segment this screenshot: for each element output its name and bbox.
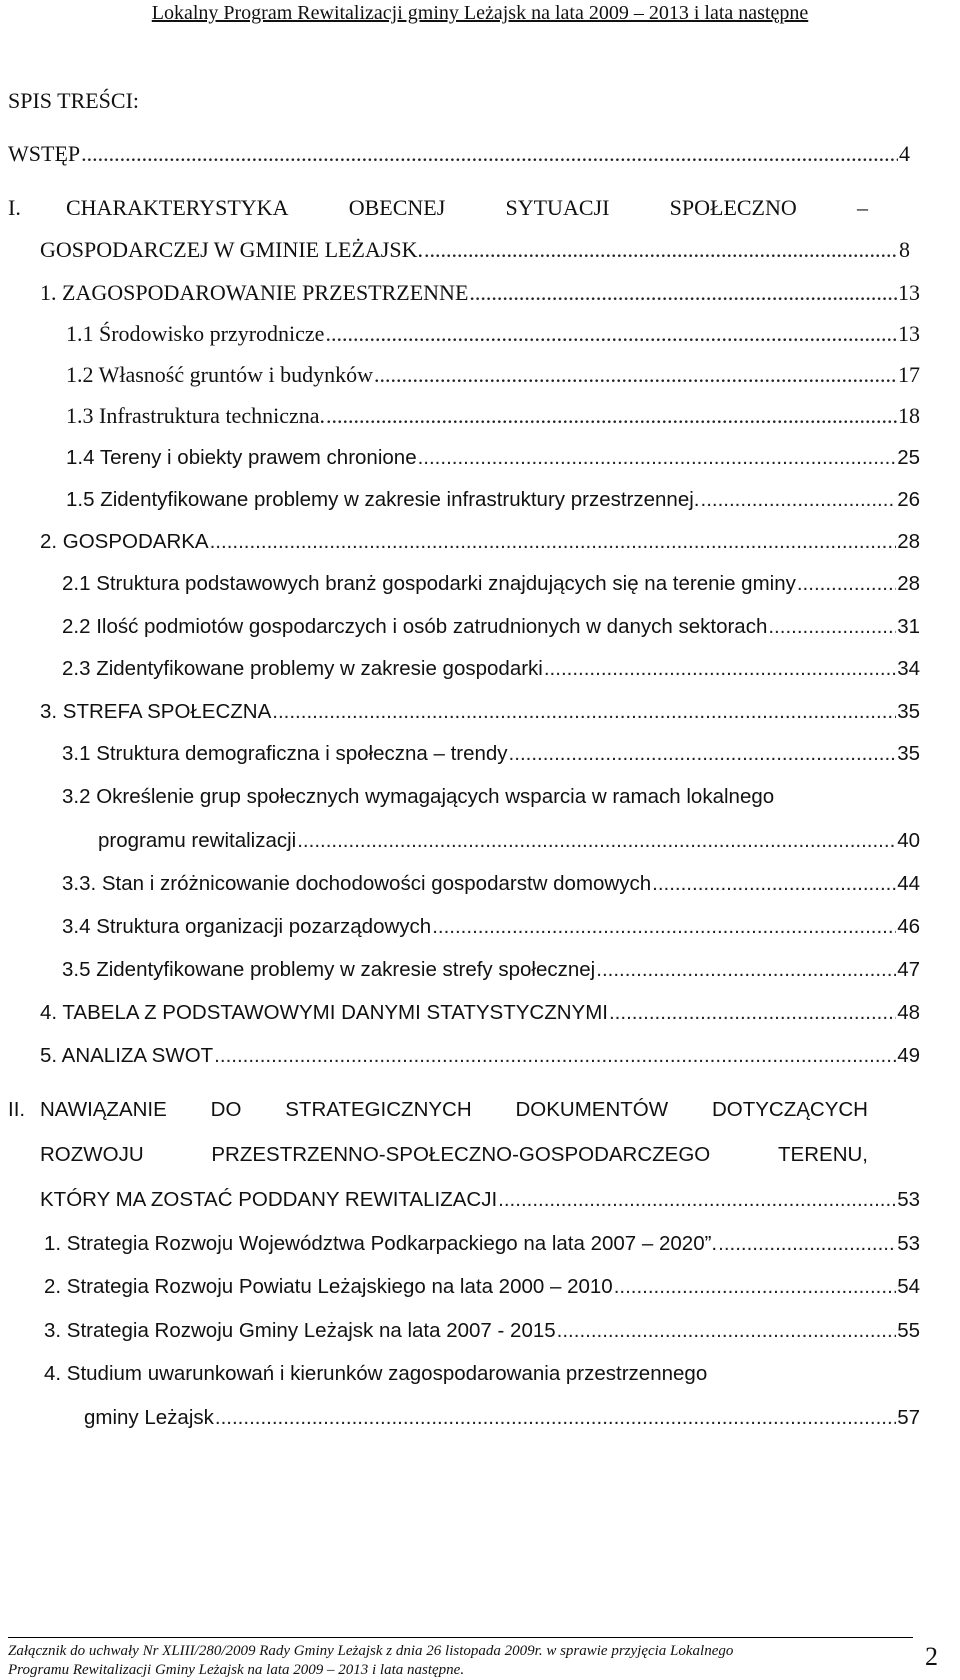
toc-label: 1.3 Infrastruktura techniczna. xyxy=(66,403,325,428)
toc-entry-3[interactable] xyxy=(40,699,920,725)
toc-entry-section-i-line1[interactable] xyxy=(66,195,868,221)
toc-entry-3-2-line1[interactable]: 3.2 Określenie grup społecznych wymagających wsparcia w ramach lokalnego xyxy=(62,785,775,808)
dot-leader xyxy=(297,828,896,854)
toc-label: 1.4 Tereny i obiekty prawem chronione xyxy=(66,446,417,469)
heading-word: – xyxy=(857,195,868,220)
toc-entry-section-ii[interactable] xyxy=(40,1187,920,1213)
toc-entry-1-2[interactable] xyxy=(66,362,920,388)
dot-leader xyxy=(701,487,897,513)
dot-leader xyxy=(768,614,896,640)
toc-label: 3. Strategia Rozwoju Gminy Leżajsk na lata 2007 - 2015 xyxy=(44,1319,556,1342)
toc-page: 53 xyxy=(897,1232,920,1255)
footer-line-2: Programu Rewitalizacji Gminy Leżajsk na lata 2009 – 2013 i lata następne. xyxy=(8,1662,465,1678)
toc-label: 3.5 Zidentyfikowane problemy w zakresie strefy społecznej xyxy=(62,958,596,981)
toc-page: 54 xyxy=(897,1275,920,1298)
dot-leader xyxy=(596,957,896,983)
toc-entry-5[interactable] xyxy=(40,1043,920,1069)
toc-page: 28 xyxy=(897,530,920,553)
toc-page: 34 xyxy=(897,657,920,680)
footer-line-1: Załącznik do uchwały Nr XLIII/280/2009 Rady Gminy Leżajsk z dnia 26 listopada 2009r. w sprawie przyjęcia Lokalnego xyxy=(8,1643,734,1659)
toc-entry-1-5[interactable] xyxy=(66,487,920,513)
toc-page: 26 xyxy=(897,488,920,511)
toc-label: 4. TABELA Z PODSTAWOWYMI DANYMI STATYSTYCZNYMI xyxy=(40,1001,608,1024)
toc-entry-3-5[interactable] xyxy=(62,957,920,983)
section-number-ii: II. xyxy=(8,1098,26,1121)
dot-leader xyxy=(214,1043,896,1069)
dot-leader xyxy=(272,699,896,725)
toc-label: 2. GOSPODARKA xyxy=(40,530,209,553)
toc-label: 1.5 Zidentyfikowane problemy w zakresie infrastruktury przestrzennej. xyxy=(66,488,700,511)
section-number-i: I. xyxy=(8,195,21,220)
toc-page: 55 xyxy=(897,1319,920,1342)
toc-label: GOSPODARCZEJ W GMINIE LEŻAJSK. xyxy=(40,237,423,262)
toc-label: 1.1 Środowisko przyrodnicze xyxy=(66,321,325,346)
dot-leader xyxy=(544,656,896,682)
heading-word: SPOŁECZNO xyxy=(669,195,797,220)
toc-page: 35 xyxy=(897,742,920,765)
toc-entry-ii-4-line1[interactable]: 4. Studium uwarunkowań i kierunków zagospodarowania przestrzennego xyxy=(44,1362,708,1385)
toc-entry-ii-1[interactable] xyxy=(44,1231,920,1257)
toc-label: 2.1 Struktura podstawowych branż gospodarki znajdujących się na terenie gminy xyxy=(62,572,796,595)
heading-word: OBECNEJ xyxy=(348,195,446,220)
heading-word: STRATEGICZNYCH xyxy=(285,1098,472,1121)
toc-entry-1-1[interactable] xyxy=(66,321,920,347)
toc-page: 8 xyxy=(899,237,910,262)
dot-leader xyxy=(432,914,896,940)
toc-entry-2-3[interactable] xyxy=(62,656,920,682)
dot-leader xyxy=(326,403,897,429)
toc-label: WSTĘP xyxy=(8,141,81,166)
dot-leader xyxy=(609,1000,896,1026)
toc-page: 40 xyxy=(897,829,920,852)
dot-leader xyxy=(498,1187,896,1213)
toc-page: 31 xyxy=(897,615,920,638)
toc-page: 53 xyxy=(897,1188,920,1211)
toc-page: 49 xyxy=(897,1044,920,1067)
toc-entry-3-2[interactable] xyxy=(98,828,920,854)
toc-entry-section-ii-line1[interactable] xyxy=(40,1097,868,1123)
toc-page: 44 xyxy=(897,872,920,895)
heading-word: PRZESTRZENNO-SPOŁECZNO-GOSPODARCZEGO xyxy=(211,1143,711,1166)
dot-leader xyxy=(81,141,898,167)
toc-entry-2-1[interactable] xyxy=(62,571,920,597)
toc-page: 17 xyxy=(898,362,920,387)
heading-word: DO xyxy=(210,1098,242,1121)
footer-note xyxy=(8,1642,733,1680)
toc-page: 25 xyxy=(897,446,920,469)
toc-entry-1-4[interactable] xyxy=(66,445,920,471)
dot-leader xyxy=(797,571,896,597)
dot-leader xyxy=(210,529,897,555)
dot-leader xyxy=(718,1231,896,1257)
toc-entry-3-4[interactable] xyxy=(62,914,920,940)
toc-entry-ii-3[interactable] xyxy=(44,1318,920,1344)
toc-page: 35 xyxy=(897,700,920,723)
toc-label: programu rewitalizacji xyxy=(98,829,297,852)
toc-page: 46 xyxy=(897,915,920,938)
toc-label: 3.4 Struktura organizacji pozarządowych xyxy=(62,915,432,938)
toc-entry-section-i[interactable] xyxy=(40,237,910,263)
dot-leader xyxy=(509,741,897,767)
toc-label: 2.2 Ilość podmiotów gospodarczych i osób zatrudnionych w danych sektorach xyxy=(62,615,768,638)
dot-leader xyxy=(215,1405,896,1431)
heading-word: NAWIĄZANIE xyxy=(40,1098,167,1121)
dot-leader xyxy=(614,1274,897,1300)
toc-entry-ii-4[interactable] xyxy=(84,1405,920,1431)
heading-word: ROZWOJU xyxy=(40,1143,144,1166)
toc-entry-2[interactable] xyxy=(40,529,920,555)
toc-label: KTÓRY MA ZOSTAĆ PODDANY REWITALIZACJI xyxy=(40,1188,498,1211)
toc-entry-wstep[interactable] xyxy=(8,141,910,167)
footer-rule xyxy=(8,1637,913,1638)
toc-entry-section-ii-line2[interactable] xyxy=(40,1142,868,1168)
toc-page: 48 xyxy=(897,1001,920,1024)
heading-word: DOTYCZĄCYCH xyxy=(711,1098,868,1121)
page-number: 2 xyxy=(925,1642,938,1671)
dot-leader xyxy=(557,1318,897,1344)
dot-leader xyxy=(325,321,897,347)
toc-label: 1. ZAGOSPODAROWANIE PRZESTRZENNE xyxy=(40,280,469,305)
toc-label: 3. STREFA SPOŁECZNA xyxy=(40,700,272,723)
toc-entry-1[interactable] xyxy=(40,280,920,306)
toc-label: 3.3. Stan i zróżnicowanie dochodowości gospodarstw domowych xyxy=(62,872,652,895)
heading-word: DOKUMENTÓW xyxy=(515,1098,669,1121)
toc-entry-1-3[interactable] xyxy=(66,403,920,429)
dot-leader xyxy=(424,237,898,263)
toc-page: 18 xyxy=(898,403,920,428)
toc-title: SPIS TREŚCI: xyxy=(8,88,140,113)
toc-label: 5. ANALIZA SWOT xyxy=(40,1044,214,1067)
toc-page: 57 xyxy=(897,1406,920,1429)
heading-word: CHARAKTERYSTYKA xyxy=(66,195,289,220)
running-header: Lokalny Program Rewitalizacji gminy Leżajsk na lata 2009 – 2013 i lata następne xyxy=(151,2,809,24)
toc-label: 1. Strategia Rozwoju Województwa Podkarpackiego na lata 2007 – 2020”. xyxy=(44,1232,718,1255)
toc-label: 1.2 Własność gruntów i budynków xyxy=(66,362,373,387)
toc-entry-3-3[interactable] xyxy=(62,871,920,897)
dot-leader xyxy=(418,445,897,471)
heading-word: SYTUACJI xyxy=(505,195,610,220)
dot-leader xyxy=(374,362,897,388)
toc-page: 28 xyxy=(897,572,920,595)
toc-page: 13 xyxy=(898,280,920,305)
dot-leader xyxy=(469,280,897,306)
toc-entry-2-2[interactable] xyxy=(62,614,920,640)
toc-label: 2. Strategia Rozwoju Powiatu Leżajskiego na lata 2000 – 2010 xyxy=(44,1275,613,1298)
toc-label: 2.3 Zidentyfikowane problemy w zakresie gospodarki xyxy=(62,657,543,680)
toc-page: 47 xyxy=(897,958,920,981)
toc-page: 13 xyxy=(898,321,920,346)
toc-entry-4[interactable] xyxy=(40,1000,920,1026)
toc-entry-3-1[interactable] xyxy=(62,741,920,767)
heading-word: TERENU, xyxy=(778,1143,868,1166)
toc-entry-ii-2[interactable] xyxy=(44,1274,920,1300)
toc-label: 3.1 Struktura demograficzna i społeczna – trendy xyxy=(62,742,508,765)
toc-page: 4 xyxy=(899,141,910,166)
toc-label: gminy Leżajsk xyxy=(84,1406,214,1429)
dot-leader xyxy=(652,871,896,897)
